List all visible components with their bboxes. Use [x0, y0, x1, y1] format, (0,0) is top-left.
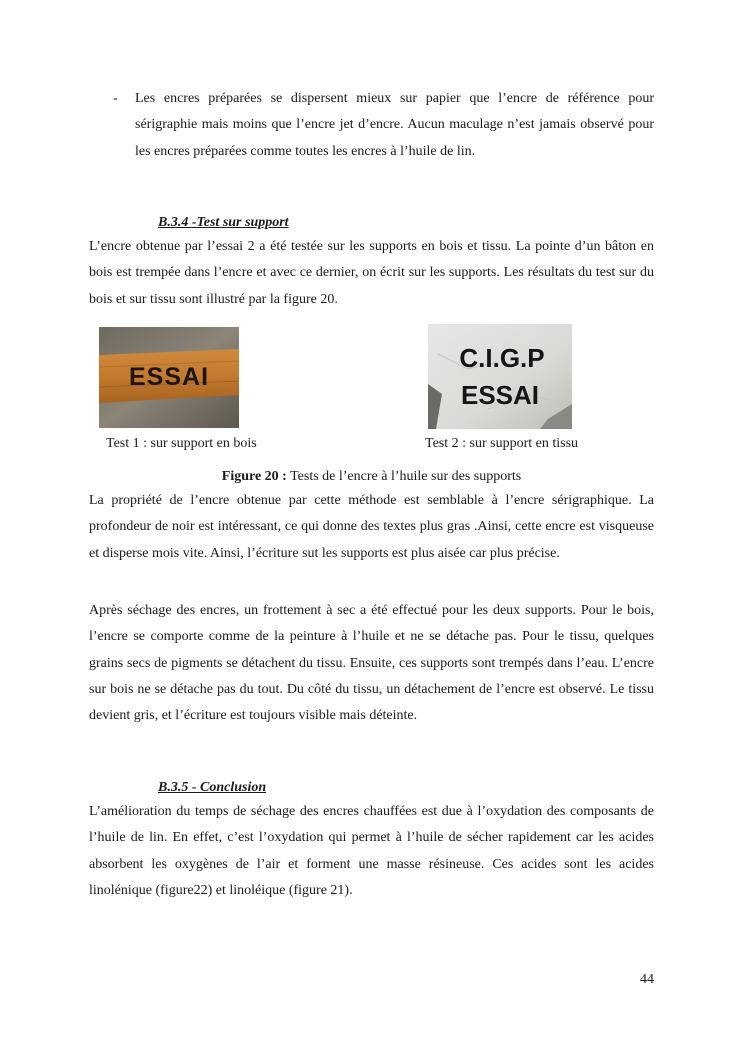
wood-support-photo: [99, 327, 239, 428]
photo1-caption: Test 1 : sur support en bois: [106, 436, 257, 451]
page-number: 44: [640, 972, 654, 987]
paragraph-properties: La propriété de l’encre obtenue par cette méthode est semblable à l’encre sérigraphique. La profondeur de noir est intéressant, ce qui donne des textes plus gras .Ainsi, cette encre est visqueuse et disperse mois vite. Ainsi, l’écriture sut les supports est plus aisée car plus précise.: [89, 493, 654, 561]
figure-label: Figure 20 :: [221, 469, 287, 484]
bullet-paragraph: Les encres préparées se dispersent mieux sur papier que l’encre de référence pour sérigraphie mais moins que l’encre jet d’encre. Aucun maculage n’est jamais observé pour les encres préparées comme toutes les encres à l’huile de lin.: [135, 91, 654, 159]
section-heading-b34: B.3.4 -Test sur support: [158, 215, 289, 230]
wood-photo-graphic: [99, 327, 239, 428]
figure-title: Tests de l’encre à l’huile sur des supports: [286, 469, 522, 484]
fabric-support-photo: [428, 324, 572, 429]
bullet-dash: -: [113, 91, 118, 106]
figure-caption: [89, 468, 654, 486]
photo2-caption: Test 2 : sur support en tissu: [425, 436, 579, 451]
paragraph-drying: Après séchage des encres, un frottement à sec a été effectué pour les deux supports. Pour le bois, l’encre se comporte comme de la peinture à l’huile et ne se détache pas. Pour le tissu, quelques grains secs de pigments se détachent du tissu. Ensuite, ces supports sont trempés dans l’eau. L’encre sur bois ne se détache pas du tout. Du côté du tissu, un détachement de l’encre est observé. Le tissu devient gris, et l’écriture est toujours visible mais déteinte.: [89, 603, 654, 724]
fabric-photo-graphic: [428, 324, 572, 429]
fabric-photo-text-line1: C.I.G.P: [459, 343, 545, 373]
conclusion-paragraph: L’amélioration du temps de séchage des encres chauffées est due à l’oxydation des composants de l’huile de lin. En effet, c’est l’oxydation qui permet à l’huile de sécher rapidement car les acides absorbent les oxygènes de l’air et forment une masse résineuse. Ces acides sont les acides linolénique (figure22) et linoléique (figure 21).: [89, 804, 654, 898]
section-heading-b35: B.3.5 - Conclusion: [158, 780, 267, 795]
fabric-photo-text-line2: ESSAI: [460, 380, 540, 410]
intro-paragraph: L’encre obtenue par l’essai 2 a été testée sur les supports en bois et tissu. La pointe d’un bâton en bois est trempée dans l’encre et avec ce dernier, on écrit sur les supports. Les résultats du test sur du bois et sur tissu sont illustré par la figure 20.: [89, 239, 654, 307]
wood-photo-text: ESSAI: [128, 363, 210, 391]
